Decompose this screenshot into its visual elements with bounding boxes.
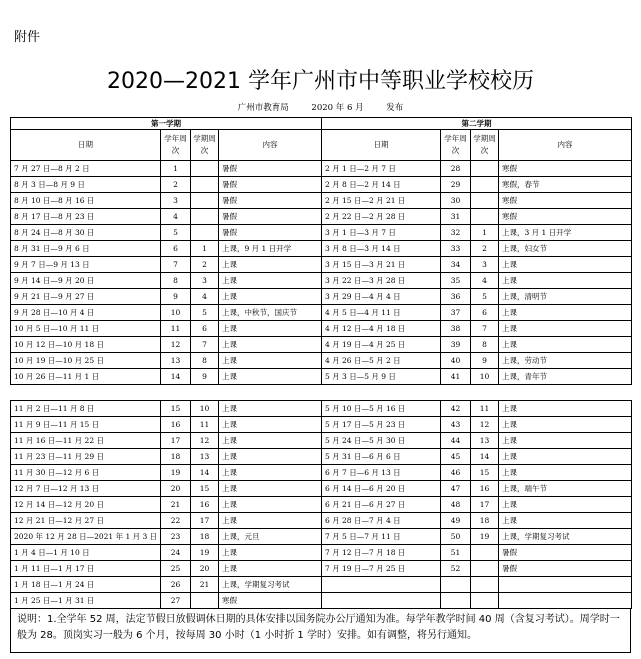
second-year-week-cell: 39 [441, 337, 471, 353]
second-content-cell [499, 593, 632, 609]
page-title: 2020—2021 学年广州市中等职业学校校历 [107, 69, 534, 94]
col-content: 内容 [219, 130, 322, 161]
second-year-week-cell: 44 [441, 433, 471, 449]
second-term-week-cell: 2 [471, 241, 499, 257]
second-content-cell: 上课 [499, 273, 632, 289]
first-term-week-cell: 11 [191, 417, 219, 433]
first-year-week-cell: 17 [161, 433, 191, 449]
first-content-cell: 上课 [219, 337, 322, 353]
second-date-cell: 5 月 31 日—6 月 6 日 [322, 449, 441, 465]
first-semester-header: 第一学期 [11, 118, 322, 130]
second-term-week-cell: 3 [471, 257, 499, 273]
second-content-cell: 上课，学期复习考试 [499, 529, 632, 545]
first-term-week-cell: 2 [191, 257, 219, 273]
second-year-week-cell: 49 [441, 513, 471, 529]
second-date-cell [322, 577, 441, 593]
calendar-table-1 [10, 117, 632, 385]
second-term-week-cell [471, 193, 499, 209]
first-term-week-cell: 17 [191, 513, 219, 529]
first-date-cell: 9 月 7 日—9 月 13 日 [11, 257, 161, 273]
first-year-week-cell: 20 [161, 481, 191, 497]
issuer-action: 发布 [386, 103, 404, 113]
col-term-week: 学期周次 [471, 130, 499, 161]
first-term-week-cell [191, 161, 219, 177]
second-content-cell: 寒假 [499, 193, 632, 209]
second-term-week-cell: 12 [471, 417, 499, 433]
second-year-week-cell: 33 [441, 241, 471, 257]
second-term-week-cell: 14 [471, 449, 499, 465]
first-year-week-cell: 10 [161, 305, 191, 321]
first-year-week-cell: 3 [161, 193, 191, 209]
second-date-cell: 4 月 26 日—5 月 2 日 [322, 353, 441, 369]
first-content-cell: 暑假 [219, 209, 322, 225]
second-content-cell: 上课 [499, 321, 632, 337]
second-date-cell: 5 月 3 日—5 月 9 日 [322, 369, 441, 385]
second-year-week-cell: 38 [441, 321, 471, 337]
second-year-week-cell: 48 [441, 497, 471, 513]
first-year-week-cell: 18 [161, 449, 191, 465]
first-term-week-cell: 12 [191, 433, 219, 449]
second-date-cell [322, 593, 441, 609]
second-content-cell: 上课 [499, 257, 632, 273]
second-term-week-cell: 16 [471, 481, 499, 497]
second-date-cell: 3 月 8 日—3 月 14 日 [322, 241, 441, 257]
first-term-week-cell [191, 177, 219, 193]
first-content-cell: 上课 [219, 369, 322, 385]
second-year-week-cell [441, 593, 471, 609]
first-date-cell: 9 月 21 日—9 月 27 日 [11, 289, 161, 305]
first-date-cell: 1 月 4 日—1 月 10 日 [11, 545, 161, 561]
first-date-cell: 8 月 17 日—8 月 23 日 [11, 209, 161, 225]
second-content-cell: 上课 [499, 497, 632, 513]
second-term-week-cell: 9 [471, 353, 499, 369]
first-content-cell: 暑假 [219, 177, 322, 193]
issuer-date: 2020 年 6 月 [311, 103, 364, 113]
annex-label: 附件 [14, 30, 41, 45]
table-row [11, 369, 632, 385]
first-date-cell: 10 月 5 日—10 月 11 日 [11, 321, 161, 337]
second-content-cell: 寒假 [499, 209, 632, 225]
table-row [11, 161, 632, 177]
second-term-week-cell: 13 [471, 433, 499, 449]
second-content-cell: 上课 [499, 433, 632, 449]
second-date-cell: 5 月 10 日—5 月 16 日 [322, 401, 441, 417]
second-date-cell: 3 月 22 日—3 月 28 日 [322, 273, 441, 289]
first-year-week-cell: 25 [161, 561, 191, 577]
first-term-week-cell: 10 [191, 401, 219, 417]
second-date-cell: 6 月 28 日—7 月 4 日 [322, 513, 441, 529]
table-row [11, 209, 632, 225]
second-date-cell: 6 月 21 日—6 月 27 日 [322, 497, 441, 513]
second-term-week-cell: 19 [471, 529, 499, 545]
second-content-cell: 上课 [499, 449, 632, 465]
first-content-cell: 上课 [219, 497, 322, 513]
second-term-week-cell: 18 [471, 513, 499, 529]
second-date-cell: 5 月 17 日—5 月 23 日 [322, 417, 441, 433]
first-year-week-cell: 14 [161, 369, 191, 385]
first-term-week-cell: 9 [191, 369, 219, 385]
second-content-cell: 上课，劳动节 [499, 353, 632, 369]
second-content-cell: 上课 [499, 417, 632, 433]
table-row [11, 353, 632, 369]
first-date-cell: 1 月 11 日—1 月 17 日 [11, 561, 161, 577]
first-date-cell: 10 月 26 日—11 月 1 日 [11, 369, 161, 385]
second-content-cell: 上课 [499, 337, 632, 353]
second-year-week-cell [441, 577, 471, 593]
second-term-week-cell [471, 577, 499, 593]
second-date-cell: 6 月 14 日—6 月 20 日 [322, 481, 441, 497]
table-row [11, 257, 632, 273]
first-content-cell: 上课 [219, 353, 322, 369]
table-row [11, 433, 632, 449]
table-row [11, 305, 632, 321]
second-term-week-cell: 11 [471, 401, 499, 417]
first-date-cell: 8 月 31 日—9 月 6 日 [11, 241, 161, 257]
first-term-week-cell: 7 [191, 337, 219, 353]
issuer-line [0, 101, 641, 113]
first-date-cell: 11 月 30 日—12 月 6 日 [11, 465, 161, 481]
second-year-week-cell: 50 [441, 529, 471, 545]
first-date-cell: 9 月 28 日—10 月 4 日 [11, 305, 161, 321]
second-date-cell: 4 月 19 日—4 月 25 日 [322, 337, 441, 353]
second-semester-header: 第二学期 [322, 118, 632, 130]
second-date-cell: 7 月 12 日—7 月 18 日 [322, 545, 441, 561]
first-year-week-cell: 22 [161, 513, 191, 529]
first-year-week-cell: 5 [161, 225, 191, 241]
first-content-cell: 上课，元旦 [219, 529, 322, 545]
table-row [11, 177, 632, 193]
second-term-week-cell: 15 [471, 465, 499, 481]
table-row [11, 241, 632, 257]
second-content-cell: 上课，3 月 1 日开学 [499, 225, 632, 241]
second-content-cell: 上课 [499, 465, 632, 481]
first-date-cell: 11 月 2 日—11 月 8 日 [11, 401, 161, 417]
first-year-week-cell: 7 [161, 257, 191, 273]
first-content-cell: 上课 [219, 545, 322, 561]
second-year-week-cell: 35 [441, 273, 471, 289]
table-row [11, 497, 632, 513]
first-term-week-cell [191, 209, 219, 225]
first-year-week-cell: 13 [161, 353, 191, 369]
second-date-cell: 3 月 1 日—3 月 7 日 [322, 225, 441, 241]
first-term-week-cell: 4 [191, 289, 219, 305]
first-year-week-cell: 4 [161, 209, 191, 225]
second-year-week-cell: 37 [441, 305, 471, 321]
first-term-week-cell: 6 [191, 321, 219, 337]
table-row [11, 577, 632, 593]
second-term-week-cell: 4 [471, 273, 499, 289]
second-content-cell: 上课，青年节 [499, 369, 632, 385]
first-year-week-cell: 26 [161, 577, 191, 593]
second-date-cell: 6 月 7 日—6 月 13 日 [322, 465, 441, 481]
second-date-cell: 3 月 15 日—3 月 21 日 [322, 257, 441, 273]
first-content-cell: 暑假 [219, 161, 322, 177]
second-content-cell [499, 577, 632, 593]
second-year-week-cell: 34 [441, 257, 471, 273]
first-year-week-cell: 12 [161, 337, 191, 353]
second-year-week-cell: 31 [441, 209, 471, 225]
second-content-cell: 暑假 [499, 545, 632, 561]
first-content-cell: 上课 [219, 513, 322, 529]
first-term-week-cell [191, 193, 219, 209]
first-term-week-cell: 20 [191, 561, 219, 577]
first-date-cell: 8 月 24 日—8 月 30 日 [11, 225, 161, 241]
second-term-week-cell [471, 161, 499, 177]
first-term-week-cell: 13 [191, 449, 219, 465]
table-row [11, 465, 632, 481]
second-term-week-cell [471, 177, 499, 193]
second-term-week-cell: 1 [471, 225, 499, 241]
col-content: 内容 [499, 130, 632, 161]
table-row [11, 481, 632, 497]
first-term-week-cell: 16 [191, 497, 219, 513]
first-term-week-cell: 14 [191, 465, 219, 481]
first-content-cell: 上课 [219, 465, 322, 481]
col-term-week: 学期周次 [191, 130, 219, 161]
second-year-week-cell: 51 [441, 545, 471, 561]
first-term-week-cell: 19 [191, 545, 219, 561]
first-content-cell: 上课 [219, 449, 322, 465]
issuer-org: 广州市教育局 [237, 103, 289, 113]
second-year-week-cell: 41 [441, 369, 471, 385]
second-year-week-cell: 43 [441, 417, 471, 433]
second-content-cell: 上课 [499, 305, 632, 321]
second-term-week-cell [471, 545, 499, 561]
table-row [11, 321, 632, 337]
first-year-week-cell: 21 [161, 497, 191, 513]
table-row [11, 417, 632, 433]
first-content-cell: 上课，中秋节，国庆节 [219, 305, 322, 321]
second-date-cell: 2 月 22 日—2 月 28 日 [322, 209, 441, 225]
second-term-week-cell: 7 [471, 321, 499, 337]
first-date-cell: 11 月 23 日—11 月 29 日 [11, 449, 161, 465]
second-content-cell: 寒假 [499, 161, 632, 177]
second-term-week-cell: 5 [471, 289, 499, 305]
second-year-week-cell: 36 [441, 289, 471, 305]
second-date-cell: 4 月 12 日—4 月 18 日 [322, 321, 441, 337]
first-date-cell: 1 月 25 日—1 月 31 日 [11, 593, 161, 609]
table-row [11, 289, 632, 305]
second-year-week-cell: 29 [441, 177, 471, 193]
second-content-cell: 暑假 [499, 561, 632, 577]
table-row [11, 273, 632, 289]
second-term-week-cell: 10 [471, 369, 499, 385]
first-date-cell: 1 月 18 日—1 月 24 日 [11, 577, 161, 593]
second-year-week-cell: 46 [441, 465, 471, 481]
first-year-week-cell: 27 [161, 593, 191, 609]
second-year-week-cell: 45 [441, 449, 471, 465]
table-row [11, 545, 632, 561]
table-row [11, 337, 632, 353]
first-content-cell: 上课 [219, 433, 322, 449]
col-year-week: 学年周次 [161, 130, 191, 161]
first-date-cell: 12 月 7 日—12 月 13 日 [11, 481, 161, 497]
first-content-cell: 上课 [219, 401, 322, 417]
first-date-cell: 11 月 9 日—11 月 15 日 [11, 417, 161, 433]
first-date-cell: 11 月 16 日—11 月 22 日 [11, 433, 161, 449]
first-content-cell: 上课 [219, 257, 322, 273]
second-year-week-cell: 32 [441, 225, 471, 241]
second-year-week-cell: 28 [441, 161, 471, 177]
second-content-cell: 上课，妇女节 [499, 241, 632, 257]
table-row [11, 449, 632, 465]
second-year-week-cell: 52 [441, 561, 471, 577]
second-date-cell: 2 月 8 日—2 月 14 日 [322, 177, 441, 193]
first-year-week-cell: 19 [161, 465, 191, 481]
table-row [11, 529, 632, 545]
first-content-cell: 上课，学期复习考试 [219, 577, 322, 593]
table-row [11, 193, 632, 209]
first-term-week-cell [191, 225, 219, 241]
first-date-cell: 8 月 10 日—8 月 16 日 [11, 193, 161, 209]
second-year-week-cell: 47 [441, 481, 471, 497]
first-term-week-cell: 15 [191, 481, 219, 497]
second-date-cell: 7 月 19 日—7 月 25 日 [322, 561, 441, 577]
first-year-week-cell: 11 [161, 321, 191, 337]
first-content-cell: 暑假 [219, 193, 322, 209]
table-row [11, 561, 632, 577]
first-term-week-cell: 5 [191, 305, 219, 321]
col-date: 日期 [11, 130, 161, 161]
second-date-cell: 2 月 1 日—2 月 7 日 [322, 161, 441, 177]
second-content-cell: 上课 [499, 513, 632, 529]
second-content-cell: 上课，端午节 [499, 481, 632, 497]
first-content-cell: 上课 [219, 321, 322, 337]
first-content-cell: 上课，9 月 1 日开学 [219, 241, 322, 257]
first-content-cell: 上课 [219, 417, 322, 433]
first-date-cell: 12 月 21 日—12 月 27 日 [11, 513, 161, 529]
first-year-week-cell: 1 [161, 161, 191, 177]
second-term-week-cell: 8 [471, 337, 499, 353]
first-year-week-cell: 6 [161, 241, 191, 257]
first-content-cell: 上课 [219, 561, 322, 577]
second-year-week-cell: 42 [441, 401, 471, 417]
second-date-cell: 3 月 29 日—4 月 4 日 [322, 289, 441, 305]
second-date-cell: 2 月 15 日—2 月 21 日 [322, 193, 441, 209]
table-row [11, 225, 632, 241]
first-term-week-cell: 8 [191, 353, 219, 369]
first-date-cell: 8 月 3 日—8 月 9 日 [11, 177, 161, 193]
first-date-cell: 9 月 14 日—9 月 20 日 [11, 273, 161, 289]
first-year-week-cell: 9 [161, 289, 191, 305]
second-term-week-cell [471, 561, 499, 577]
explanatory-note: 说明：1.全学年 52 周，法定节假日放假调休日期的具体安排以国务院办公厅通知为准。每学年教学时间 40 周（含复习考试）。周学时一般为 28。顶岗实习一般为 6 个月，按每周 30 小时（1 小时折 1 学时）安排。如有调整，将另行通知。 [10, 608, 631, 653]
second-date-cell: 5 月 24 日—5 月 30 日 [322, 433, 441, 449]
col-year-week: 学年周次 [441, 130, 471, 161]
second-term-week-cell [471, 209, 499, 225]
first-date-cell: 10 月 19 日—10 月 25 日 [11, 353, 161, 369]
first-date-cell: 10 月 12 日—10 月 18 日 [11, 337, 161, 353]
second-content-cell: 上课，清明节 [499, 289, 632, 305]
calendar-table-2 [10, 400, 632, 609]
second-term-week-cell [471, 593, 499, 609]
first-content-cell: 上课 [219, 289, 322, 305]
second-content-cell: 寒假，春节 [499, 177, 632, 193]
first-year-week-cell: 24 [161, 545, 191, 561]
first-year-week-cell: 8 [161, 273, 191, 289]
second-content-cell: 上课 [499, 401, 632, 417]
first-content-cell: 寒假 [219, 593, 322, 609]
table-row [11, 401, 632, 417]
first-date-cell: 2020 年 12 月 28 日—2021 年 1 月 3 日 [11, 529, 161, 545]
first-content-cell: 暑假 [219, 225, 322, 241]
second-year-week-cell: 40 [441, 353, 471, 369]
table-row [11, 513, 632, 529]
first-term-week-cell [191, 593, 219, 609]
first-term-week-cell: 21 [191, 577, 219, 593]
first-year-week-cell: 23 [161, 529, 191, 545]
first-year-week-cell: 16 [161, 417, 191, 433]
first-content-cell: 上课 [219, 481, 322, 497]
first-content-cell: 上课 [219, 273, 322, 289]
col-date: 日期 [322, 130, 441, 161]
first-year-week-cell: 2 [161, 177, 191, 193]
first-date-cell: 12 月 14 日—12 月 20 日 [11, 497, 161, 513]
second-term-week-cell: 17 [471, 497, 499, 513]
first-year-week-cell: 15 [161, 401, 191, 417]
first-date-cell: 7 月 27 日—8 月 2 日 [11, 161, 161, 177]
second-date-cell: 7 月 5 日—7 月 11 日 [322, 529, 441, 545]
table-row [11, 593, 632, 609]
first-term-week-cell: 3 [191, 273, 219, 289]
second-year-week-cell: 30 [441, 193, 471, 209]
first-term-week-cell: 18 [191, 529, 219, 545]
first-term-week-cell: 1 [191, 241, 219, 257]
second-term-week-cell: 6 [471, 305, 499, 321]
second-date-cell: 4 月 5 日—4 月 11 日 [322, 305, 441, 321]
